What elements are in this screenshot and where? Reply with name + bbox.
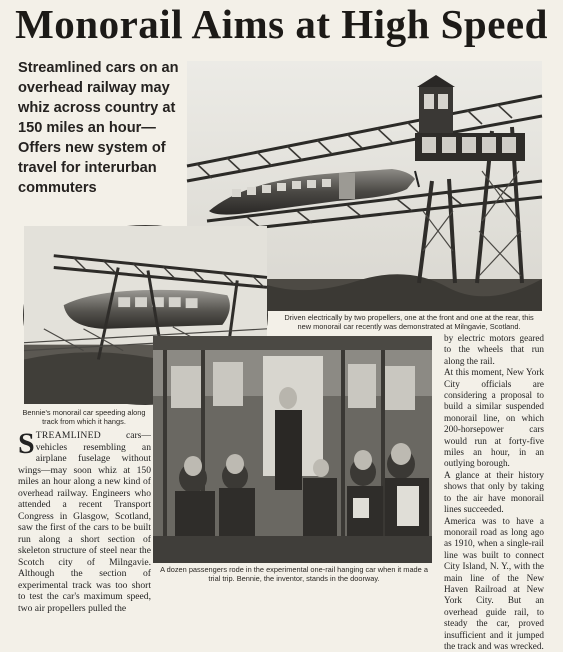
- article-column-right: by electric motors geared to the wheels that run along the rail. At this moment, New York City officials are considering a proposal to build a similar suspended monorail line, on which 200-horsepower cars would run at forty-five miles an hour, in an outlying borough. A glance at their history shows that only by taking to the air have monorail lines succeeded. America was to have a monorail road as long ago as 1910, when a single-rail line was built to connect City Island, N. Y., with the main line of the New Haven Railroad at New York City. But an overhead guide rail, to steady the car, proved insufficient and it jumped the track and was wrecked.: [444, 333, 544, 651]
- article-text-left: cars—vehicles resembling an airplane fuselage without wings—may soon whiz at 150 miles an hour along a new kind of overhead railway. Engineers who attended a recent Transport Congress in Glasgow, Scotland, saw the first of the cars to be built run along a short section of skeleton structure of steel near the Scotch city of Milngavie. Although the section of experimental track was too short to test the car's maximum speed, two air propellers pulled the: [18, 430, 151, 614]
- lead-word: TREAMLINED: [35, 430, 102, 441]
- article-column-left: [18, 427, 151, 614]
- dropcap: S: [18, 427, 35, 460]
- caption-interior-photo: A dozen passengers rode in the experimental one-rail hanging car when it made a trial trip. Bennie, the inventor, stands in the doorway.: [160, 565, 428, 583]
- caption-top-photo: Driven electrically by two propellers, one at the front and one at the rear, this new monorail car recently was demonstrated at Milngavie, Scotland.: [284, 313, 534, 331]
- headline: Monorail Aims at High Speed: [15, 1, 548, 47]
- caption-oval-photo: Bennie's monorail car speeding along track from which it hangs.: [22, 408, 146, 426]
- deck-subtitle: Streamlined cars on an overhead railway may whiz across country at 150 miles an hour—Offers new system of travel for interurban commuters: [18, 60, 179, 196]
- photo-interior-passengers: [153, 336, 432, 563]
